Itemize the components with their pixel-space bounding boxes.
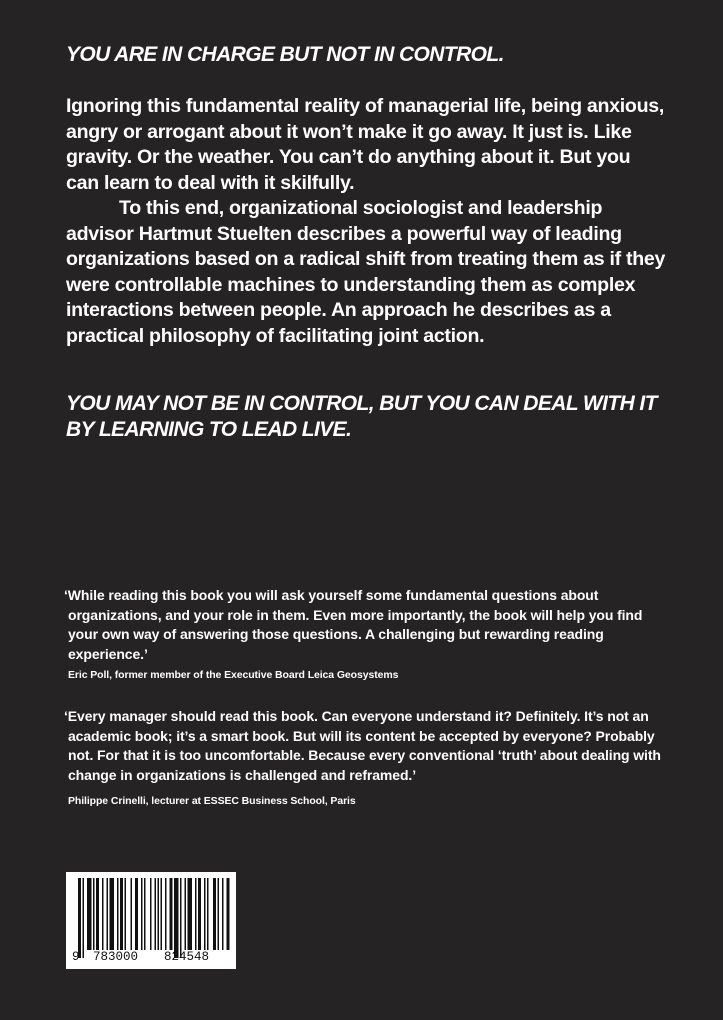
endorsement-attribution-1: Eric Poll, former member of the Executive Board Leica Geosystems — [68, 669, 399, 681]
barcode-bar — [135, 878, 138, 950]
endorsement-quote-2: ‘Every manager should read this book. Can everyone understand it? Definitely. It’s not an academic book; it’s a smart book. But will its content be accepted by everyone? Probably not. For that it is too uncomfortable. Because every conventional ‘truth’ about dealing with change in organizations is challenged and reframed.’ — [64, 708, 661, 783]
barcode-bar — [161, 878, 163, 950]
barcode-digits — [66, 950, 236, 968]
barcode-bar — [222, 878, 224, 950]
barcode-bar — [165, 878, 167, 950]
barcode-bar — [185, 878, 187, 950]
barcode-bar — [141, 878, 143, 950]
barcode-bar — [213, 878, 216, 950]
barcode-bar — [227, 878, 230, 950]
barcode-bar — [195, 878, 197, 950]
barcode-bar — [155, 878, 157, 950]
barcode-bar — [83, 878, 85, 958]
barcode-bar — [117, 878, 119, 950]
barcode-bar — [120, 878, 123, 950]
barcode-digits-right: 824548 — [164, 950, 210, 964]
endorsement-quote-1: ‘While reading this book you will ask yourself some fundamental questions about organizations, and your role in them. Even more importantly, the book will help you find your own way of answering those questions. A challenging but rewarding reading experience.’ — [64, 587, 643, 662]
barcode-bar — [170, 878, 173, 950]
isbn-barcode — [66, 872, 236, 969]
barcode-bar — [204, 878, 206, 950]
barcode-bar — [158, 878, 160, 950]
barcode-bar — [78, 878, 81, 958]
barcode-digits-left: 783000 — [93, 950, 139, 964]
description — [66, 94, 666, 349]
description-paragraph-1: Ignoring this fundamental reality of managerial life, being anxious, angry or arrogant about it won’t make it go away. It just is. Like gravity. Or the weather. You can’t do anything about it. But you can learn to deal with it skilfully. — [66, 95, 664, 194]
barcode-bar — [87, 878, 92, 950]
barcode-bar — [93, 878, 95, 950]
barcode-bar — [188, 878, 193, 950]
barcode-digit-first: 9 — [72, 950, 80, 964]
barcode-bar — [144, 878, 146, 950]
barcode-bar — [125, 878, 127, 950]
description-paragraph-2: To this end, organizational sociologist and leadership advisor Hartmut Stuelten describes a powerful way of leading organizations based on a radical shift from treating them as if they were controllable machines to understanding them as complex interactions between people. An approach he describes as a practical philosophy of facilitating joint action. — [66, 197, 666, 347]
barcode-bar — [96, 878, 99, 950]
barcode-bar — [218, 878, 220, 950]
barcode-bar — [110, 878, 115, 950]
barcode-bar — [107, 878, 109, 950]
endorsement-attribution-2: Philippe Crinelli, lecturer at ESSEC Business School, Paris — [68, 795, 356, 807]
barcode-bar — [102, 878, 104, 950]
headline: YOU ARE IN CHARGE BUT NOT IN CONTROL. — [66, 43, 504, 66]
barcode-bar — [174, 878, 179, 958]
tagline: YOU MAY NOT BE IN CONTROL, BUT YOU CAN DEAL WITH IT BY LEARNING TO LEAD LIVE. — [66, 392, 657, 441]
barcode-bar — [207, 878, 209, 950]
barcode-bar — [131, 878, 133, 950]
barcode-bar — [180, 878, 182, 958]
barcode-bar — [198, 878, 201, 950]
barcode-bar — [150, 878, 152, 950]
